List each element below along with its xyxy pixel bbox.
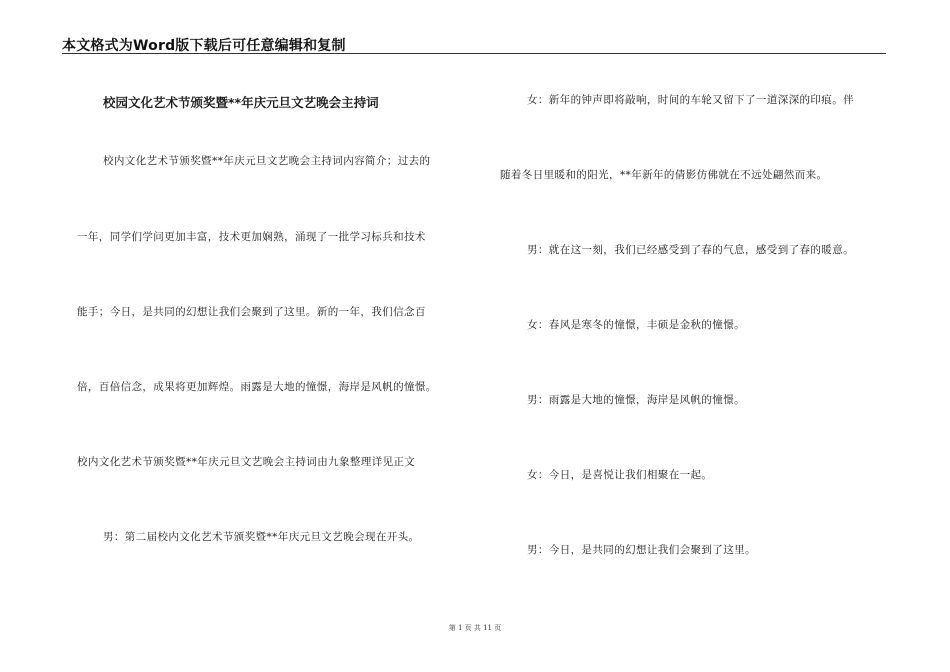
page-number-footer: 第 1 页 共 11 页 [448,624,502,632]
right-line-3: 男：就在这一刻，我们已经感受到了春的气息，感受到了春的暖意。 [527,244,854,256]
right-line-7: 男：今日，是共同的幻想让我们会聚到了这里。 [527,544,756,556]
right-line-5: 男：雨露是大地的憧憬，海岸是风帆的憧憬。 [527,394,745,406]
right-line-2: 随着冬日里暖和的阳光，**年新年的倩影仿佛就在不远处翩然而来。 [500,169,828,181]
right-line-4: 女：春风是寒冬的憧憬，丰硕是金秋的憧憬。 [527,319,745,331]
left-line-2: 一年，同学们学问更加丰富，技术更加娴熟，涌现了一批学习标兵和技术 [77,231,426,243]
left-line-4: 倍，百倍信念，成果将更加辉煌。雨露是大地的憧憬，海岸是风帆的憧憬。 [77,381,437,393]
header-rule [62,53,886,54]
left-line-6: 男：第二届校内文化艺术节颁奖暨**年庆元旦文艺晚会现在开头。 [103,531,420,543]
right-line-1: 女：新年的钟声即将敲响，时间的车轮又留下了一道深深的印痕。伴 [527,94,854,106]
left-line-3: 能手；今日，是共同的幻想让我们会聚到了这里。新的一年，我们信念百 [77,306,426,318]
left-line-1: 校内文化艺术节颁奖暨**年庆元旦文艺晚会主持词内容简介；过去的 [103,155,431,167]
document-title: 校园文化艺术节颁奖暨**年庆元旦文艺晚会主持词 [103,95,379,110]
left-line-5: 校内文化艺术节颁奖暨**年庆元旦文艺晚会主持词由九象整理详见正文 [77,456,416,468]
download-banner: 本文格式为Word版下载后可任意编辑和复制 [62,38,346,54]
right-line-6: 女：今日，是喜悦让我们相聚在一起。 [527,469,713,481]
